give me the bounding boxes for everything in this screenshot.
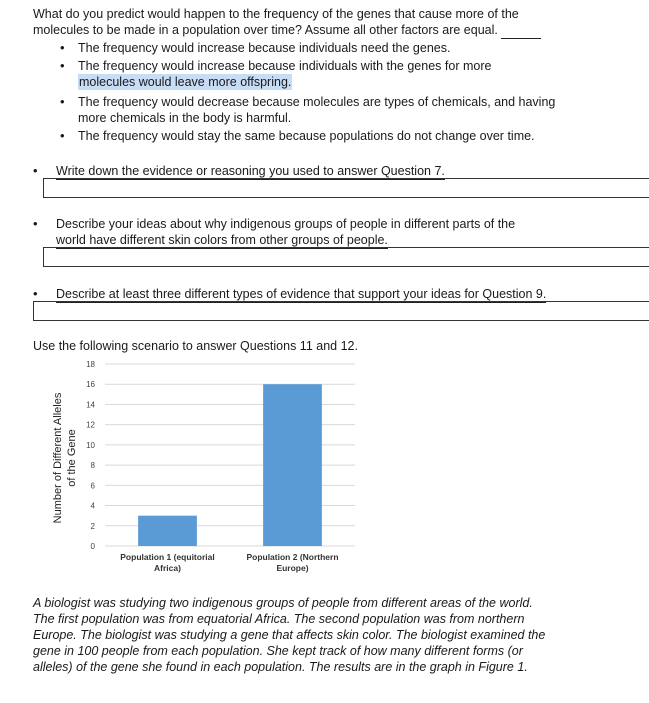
question-line-2-text: molecules to be made in a population over time? Assume all other factors are equal.: [33, 23, 498, 37]
y-tick-label: 14: [86, 400, 95, 410]
y-tick-label: 10: [86, 440, 95, 450]
prompt-skin-color-line-1: Describe your ideas about why indigenous groups of people in different parts of the: [56, 217, 516, 231]
bullet-icon: •: [60, 58, 65, 73]
allele-bar-chart: [30, 354, 360, 586]
bullet-icon: •: [33, 286, 38, 301]
bullet-icon: •: [60, 128, 65, 143]
chart-x-labels: [120, 552, 338, 573]
scenario-line-3: Europe. The biologist was studying a gene that affects skin color. The biologist examined the: [33, 628, 546, 642]
chart-y-ticks: [86, 360, 95, 551]
y-tick-label: 2: [90, 521, 95, 531]
x-category-label: Europe): [276, 563, 309, 573]
answer-box-three-evidence[interactable]: [33, 301, 649, 321]
x-category-label: Population 2 (Northern: [246, 552, 339, 562]
x-category-label: Africa): [154, 563, 181, 573]
y-tick-label: 8: [90, 461, 95, 471]
scenario-line-4: gene in 100 people from each population. She kept track of how many different forms (or: [33, 644, 523, 658]
choice-2-line-1[interactable]: The frequency would increase because individuals with the genes for more: [78, 59, 492, 73]
prompt-skin-color-line-2: world have different skin colors from other groups of people.: [56, 233, 388, 247]
y-tick-label: 18: [86, 360, 95, 369]
answer-box-evidence[interactable]: [43, 178, 649, 198]
bullet-icon: •: [60, 94, 65, 109]
choice-1[interactable]: The frequency would increase because individuals need the genes.: [78, 41, 451, 55]
x-category-label: Population 1 (equitorial: [120, 552, 215, 562]
scenario-line-5: alleles) of the gene she found in each population. The results are in the graph in Figure 1.: [33, 660, 528, 674]
scenario-line-2: The first population was from equatorial Africa. The second population was from northern: [33, 612, 525, 626]
question-line-1: What do you predict would happen to the frequency of the genes that cause more of the: [33, 7, 519, 21]
y-tick-label: 12: [86, 420, 95, 430]
y-tick-label: 0: [90, 542, 95, 551]
answer-blank[interactable]: [501, 22, 541, 39]
answer-box-skin-color[interactable]: [43, 247, 649, 267]
y-tick-label: 4: [90, 501, 95, 511]
choice-3-line-2[interactable]: more chemicals in the body is harmful.: [78, 111, 292, 125]
y-tick-label: 6: [90, 481, 95, 491]
bar-population-2: [263, 384, 322, 546]
prompt-evidence: Write down the evidence or reasoning you used to answer Question 7.: [56, 164, 445, 178]
prompt-three-evidence: Describe at least three different types of evidence that support your ideas for Question 9.: [56, 287, 547, 301]
choice-3-line-1[interactable]: The frequency would decrease because molecules are types of chemicals, and having: [78, 95, 556, 109]
bullet-icon: •: [33, 216, 38, 231]
scenario-intro: Use the following scenario to answer Questions 11 and 12.: [33, 339, 358, 353]
choice-4[interactable]: The frequency would stay the same because populations do not change over time.: [78, 129, 535, 143]
y-axis-label-line-1: Number of Different Alleles: [52, 392, 64, 524]
y-axis-label-line-2: of the Gene: [66, 429, 78, 487]
question-line-2: [33, 22, 541, 39]
choice-2-line-2-highlighted[interactable]: molecules would leave more offspring.: [79, 75, 292, 89]
y-tick-label: 16: [86, 380, 95, 390]
bullet-icon: •: [60, 40, 65, 55]
bar-population-1: [138, 516, 197, 546]
bullet-icon: •: [33, 163, 38, 178]
scenario-line-1: A biologist was studying two indigenous groups of people from different areas of the world.: [33, 596, 533, 610]
